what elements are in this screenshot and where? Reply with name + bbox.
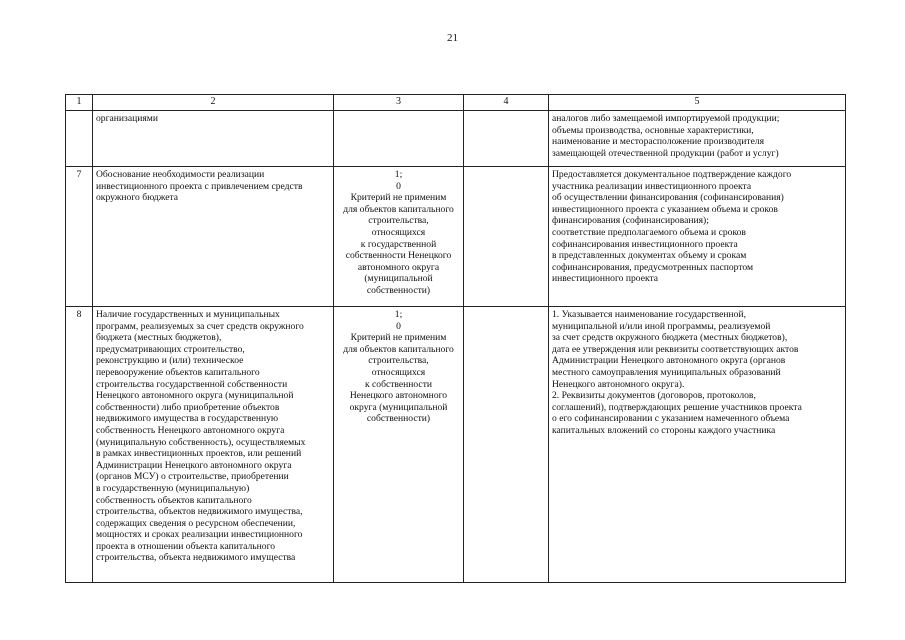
criterion-column-4 [464,307,549,583]
criterion-column-4 [464,111,549,167]
page-number: 21 [447,32,458,44]
criterion-column-4 [464,167,549,307]
criterion-name: организациями [93,111,334,167]
header-cell-2: 2 [93,95,334,111]
header-cell-4: 4 [464,95,549,111]
criteria-table [65,94,846,583]
table-row [66,167,846,307]
criterion-name: Наличие государственных и муниципальных программ, реализуемых за счет средств окружного бюджета (местных бюджетов), предусматривающих строительство, реконструкцию и (или) техническое перевооружение объектов капитального строительства государственной собственности Ненецкого автономного округа (муниципальной собственности) либо приобретение объектов недвижимого имущества в государственную собственность Ненецкого автономного округа (муниципальную собственность), осуществляемых в рамках инвестиционных проектов, или решений Администрации Ненецкого автономного округа (органов МСУ) о строительстве, приобретении в государственную (муниципальную) собственность объектов капитального строительства, объектов недвижимого имущества, содержащих сведения о ресурсном обеспечении, мощностях и сроках реализации инвестиционного проекта в отношении объекта капитального строительства, объекта недвижимого имущества [93,307,334,583]
row-number: 7 [66,167,93,307]
table-row [66,111,846,167]
criterion-documents: аналогов либо замещаемой импортируемой продукции; объемы производства, основные характеристики, наименование и месторасположение производителя замещающей отечественной продукции (работ и услуг) [549,111,846,167]
header-cell-3: 3 [334,95,464,111]
criterion-score: 1; 0 Критерий не применим для объектов капитального строительства, относящихся к государственной собственности Ненецкого автономного округа (муниципальной собственности) [334,167,464,307]
criterion-name: Обоснование необходимости реализации инвестиционного проекта с привлечением средств окружного бюджета [93,167,334,307]
criterion-documents: 1. Указывается наименование государственной, муниципальной и/или иной программы, реализуемой за счет средств окружного бюджета (местных бюджетов), дата ее утверждения или реквизиты соответствующих актов Администрации Ненецкого автономного округа (органов местного самоуправления муниципальных образований Ненецкого автономного округа). 2. Реквизиты документов (договоров, протоколов, соглашений), подтверждающих решение участников проекта о его софинансировании с указанием намеченного объема капитальных вложений со стороны каждого участника [549,307,846,583]
criterion-score [334,111,464,167]
criterion-documents: Предоставляется документальное подтверждение каждого участника реализации инвестиционного проекта об осуществлении финансирования (софинансирования) инвестиционного проекта с указанием объема и сроков финансирования (софинансирования); соответствие предполагаемого объема и сроков софинансирования инвестиционного проекта в представленных документах объему и срокам софинансирования, предусмотренных паспортом инвестиционного проекта [549,167,846,307]
header-cell-1: 1 [66,95,93,111]
table-header-row [66,95,846,111]
criterion-score: 1; 0 Критерий не применим для объектов капитального строительства, относящихся к собственности Ненецкого автономного округа (муниципальной собственности) [334,307,464,583]
row-number [66,111,93,167]
header-cell-5: 5 [549,95,846,111]
table-row [66,307,846,583]
row-number: 8 [66,307,93,583]
